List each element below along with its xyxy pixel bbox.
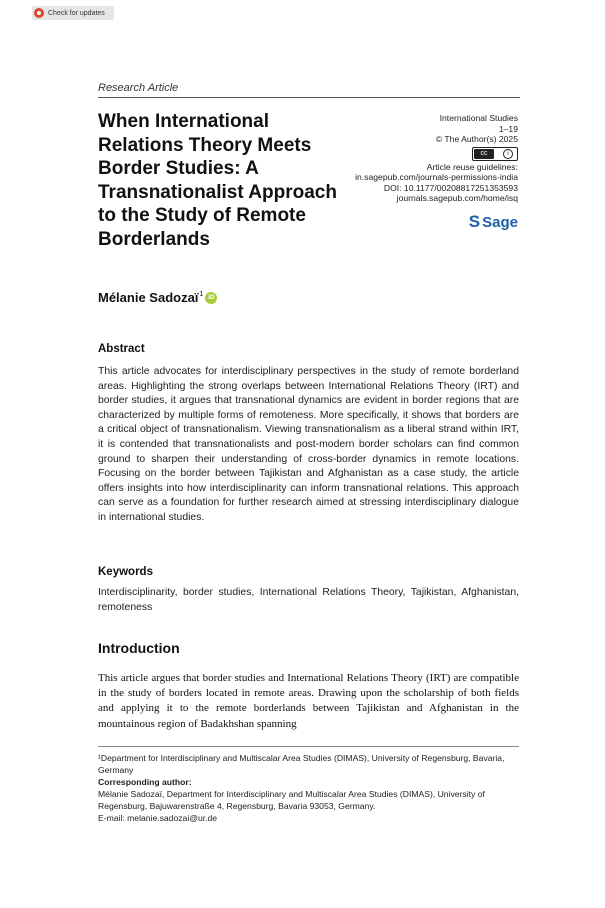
check-for-updates-icon — [34, 8, 44, 18]
reuse-label: Article reuse guidelines: — [426, 161, 518, 172]
article-type: Research Article — [98, 82, 179, 94]
sage-logo — [469, 212, 518, 232]
page-range: 1–19 — [498, 123, 518, 134]
author-name: Mélanie Sadozaï — [98, 290, 199, 305]
introduction-text: This article argues that border studies and International Relations Theory (IRT) are compatible in the study of borders located in remote areas. Drawing upon the scholarship of both fields and applying it to the remote borderlands between Tajikistan and Afghanistan in the mountainous region of Badakhshan spanning — [98, 672, 519, 730]
journal-info — [318, 113, 518, 204]
header-divider — [98, 97, 520, 98]
introduction-heading: Introduction — [98, 640, 180, 656]
cc-license-icon[interactable]: cc i — [472, 147, 518, 161]
corresponding-author-text: Mélanie Sadozaï, Department for Interdisciplinary and Multiscalar Area Studies (DIMAS), University of Regensburg, Bajuwarenstraße 4, Regensburg, Bavaria 93053, Germany. — [98, 789, 485, 812]
journal-name: International Studies — [439, 113, 518, 123]
footnote-divider — [98, 746, 519, 747]
doi[interactable]: DOI: 10.1177/00208817251353593 — [383, 182, 518, 193]
keywords-heading: Keywords — [98, 566, 153, 578]
keywords-text: Interdisciplinarity, border studies, International Relations Theory, Tajikistan, Afghanistan, remoteness — [98, 587, 519, 613]
orcid-icon[interactable]: iD — [205, 292, 217, 304]
author-email[interactable]: E-mail: melanie.sadozai@ur.de — [98, 813, 218, 824]
footnotes — [98, 752, 519, 825]
affiliation-mark: 1 — [199, 291, 204, 298]
reuse-link[interactable]: in.sagepub.com/journals-permissions-india — [355, 172, 518, 182]
publisher-name: Sage — [482, 213, 518, 231]
affiliation-footnote: ¹Department for Interdisciplinary and Multiscalar Area Studies (DIMAS), University of Regensburg, Bavaria, Germany — [98, 753, 505, 776]
check-for-updates-badge[interactable] — [32, 6, 114, 20]
article-title: When International Relations Theory Meets Border Studies: A Transnationalist Approach to the Study of Remote Borderlands — [98, 111, 337, 250]
abstract-heading: Abstract — [98, 343, 145, 355]
check-for-updates-label: Check for updates — [48, 9, 105, 17]
abstract-text: This article advocates for interdisciplinary perspectives in the study of remote borderland areas. Highlighting the strong overlaps between International Relations Theory (IRT) and border studies, it argues that transnational dynamics are evident in border regions that are characterized by multiple forms of remoteness. More specifically, it shows that borders are a critical object of transnationalism. Viewing transnationalism as a liberal strand within IRT, it is contended that transnationalists and post-modern border scholars can find common ground to sharpen their understanding of cross-border dynamics in remote locations. Focusing on the border between Tajikistan and Afghanistan as a case study, the article offers insights into how interdisciplinarity can inform transnational relations. This approach can serve as a foundation for further research aimed at stressing interdisciplinary dialogue in international studies. — [98, 366, 519, 523]
author-line — [98, 290, 217, 305]
corresponding-author-label: Corresponding author: — [98, 777, 192, 788]
sage-s-icon: S — [468, 212, 481, 231]
journal-home-link[interactable]: journals.sagepub.com/home/isq — [396, 193, 518, 203]
copyright: © The Author(s) 2025 — [435, 134, 518, 144]
